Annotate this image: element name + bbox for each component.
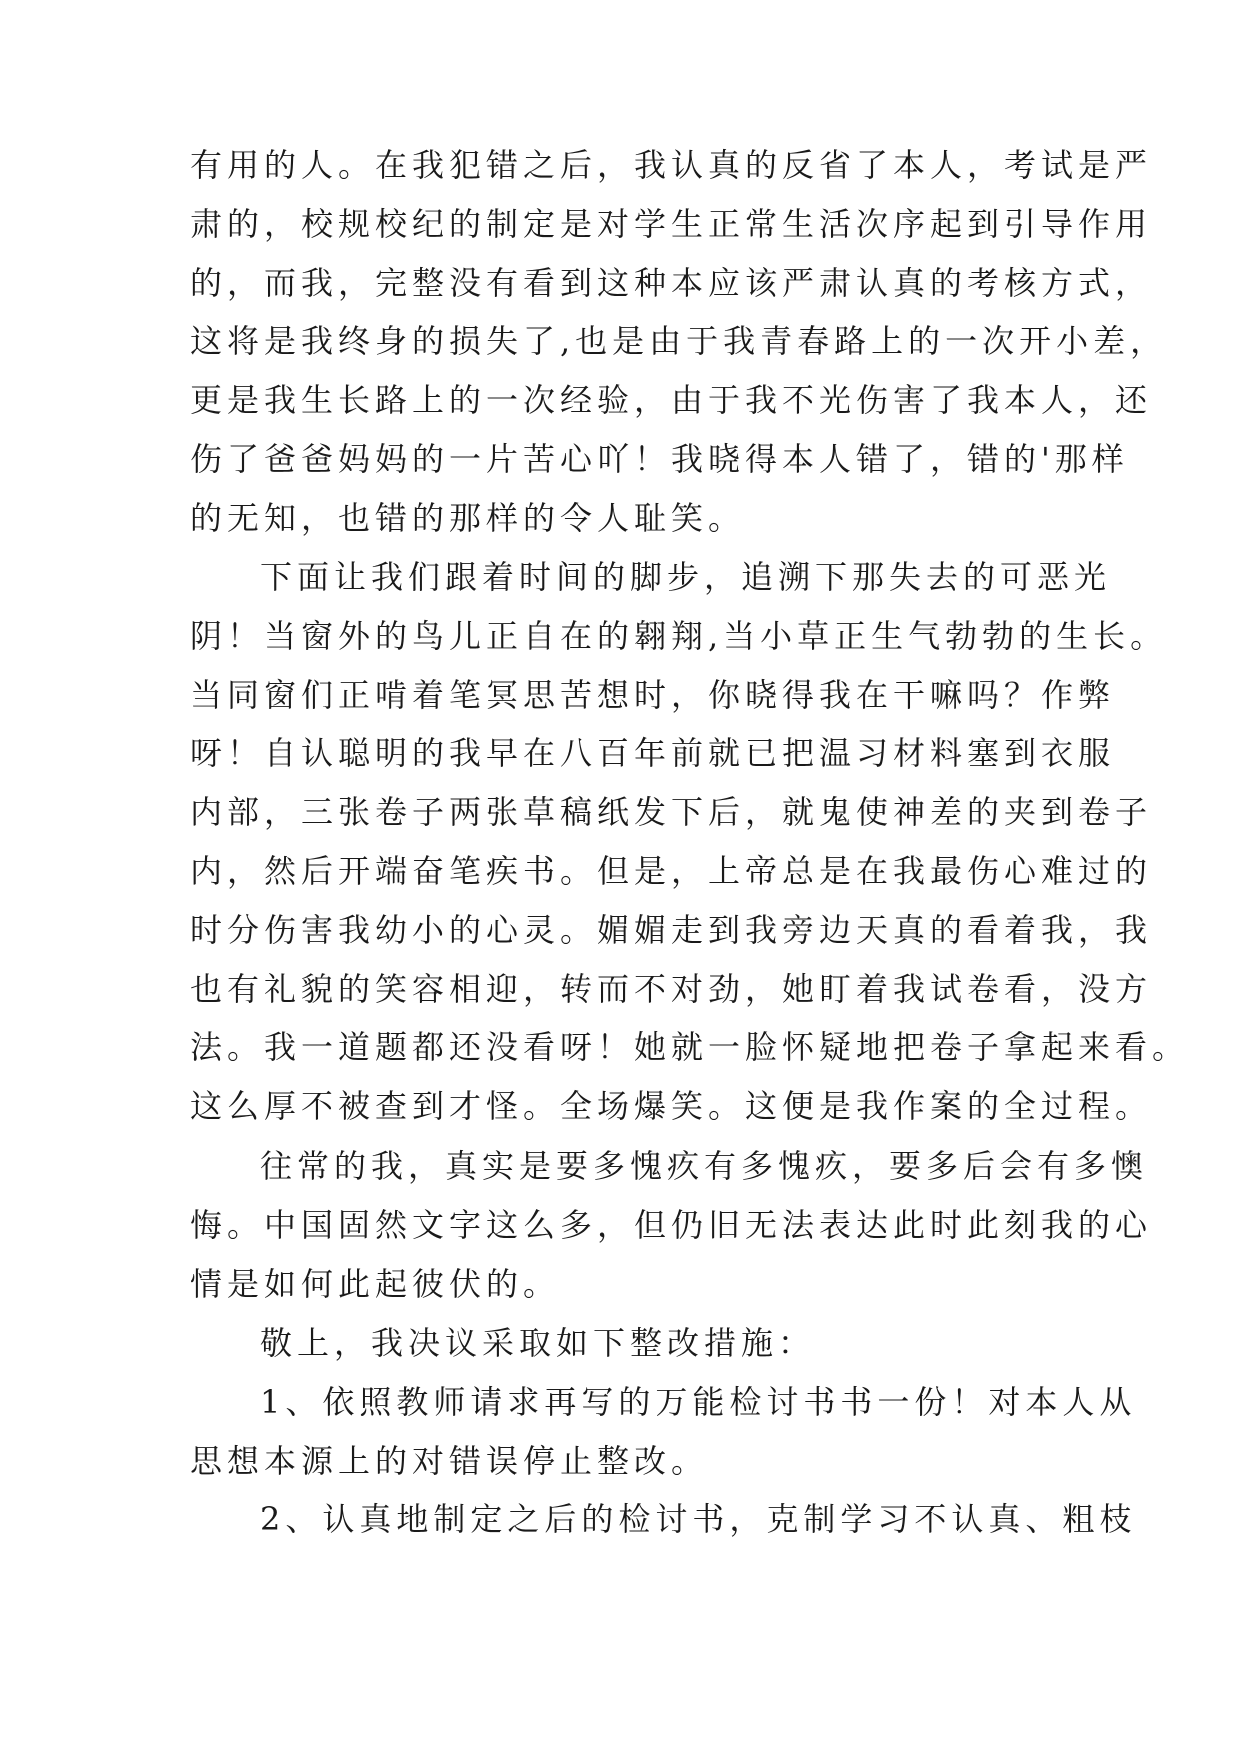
list-item-1 [190, 1373, 1137, 1491]
text-line: 悔。中国固然文字这么多，但仍旧无法表达此时此刻我的心 [190, 1205, 1153, 1244]
text-line: 这么厚不被查到才怪。全场爆笑。这便是我作案的全过程。 [190, 1087, 1153, 1126]
paragraph-exam-story [190, 548, 1190, 1136]
text-line: 法。我一道题都还没看呀！她就一脸怀疑地把卷子拿起来看。 [190, 1028, 1190, 1067]
text-line: 内，然后开端奋笔疾书。但是，上帝总是在我最伤心难过的 [190, 851, 1153, 890]
text-line: 时分伤害我幼小的心灵。媚媚走到我旁边天真的看着我，我 [190, 910, 1153, 949]
text-line: 阴！当窗外的鸟儿正自在的翱翔,当小草正生气勃勃的生长。 [190, 616, 1168, 655]
text-line: 思想本源上的对错误停止整改。 [190, 1441, 709, 1480]
text-line: 情是如何此起彼伏的。 [190, 1264, 561, 1303]
text-line: 往常的我，真实是要多愧疚有多愧疚，要多后会有多懊 [260, 1147, 1149, 1185]
paragraph-regret [190, 1137, 1153, 1313]
text-line: 呀！自认聪明的我早在八百年前就已把温习材料塞到衣服 [190, 734, 1116, 773]
text-line: 敬上，我决议采取如下整改措施： [260, 1324, 816, 1362]
paragraph-measures-intro [190, 1314, 1070, 1373]
text-line: 1、依照教师请求再写的万能检讨书书一份！对本人从 [260, 1383, 1137, 1421]
text-line: 的无知，也错的那样的令人耻笑。 [190, 498, 746, 537]
text-line: 2、认真地制定之后的检讨书，克制学习不认真、粗枝 [260, 1500, 1137, 1538]
text-line: 下面让我们跟着时间的脚步，追溯下那失去的可恶光 [260, 558, 1112, 596]
text-line: 肃的，校规校纪的制定是对学生正常生活次序起到引导作用 [190, 204, 1153, 243]
text-line: 这将是我终身的损失了,也是由于我青春路上的一次开小差， [190, 322, 1168, 361]
text-line: 当同窗们正啃着笔冥思苦想时，你晓得我在干嘛吗？作弊 [190, 675, 1116, 714]
text-line: 也有礼貌的笑容相迎，转而不对劲，她盯着我试卷看，没方 [190, 969, 1153, 1008]
text-line: 更是我生长路上的一次经验，由于我不光伤害了我本人，还 [190, 381, 1153, 420]
text-line: 的，而我，完整没有看到这种本应该严肃认真的考核方式， [190, 263, 1153, 302]
paragraph-continuation [190, 136, 1168, 548]
text-line: 内部，三张卷子两张草稿纸发下后，就鬼使神差的夹到卷子 [190, 793, 1153, 832]
text-line: 伤了爸爸妈妈的一片苦心吖！我晓得本人错了，错的'那样 [190, 439, 1129, 478]
text-line: 有用的人。在我犯错之后，我认真的反省了本人，考试是严 [190, 146, 1153, 184]
list-item-2 [190, 1490, 1137, 1549]
